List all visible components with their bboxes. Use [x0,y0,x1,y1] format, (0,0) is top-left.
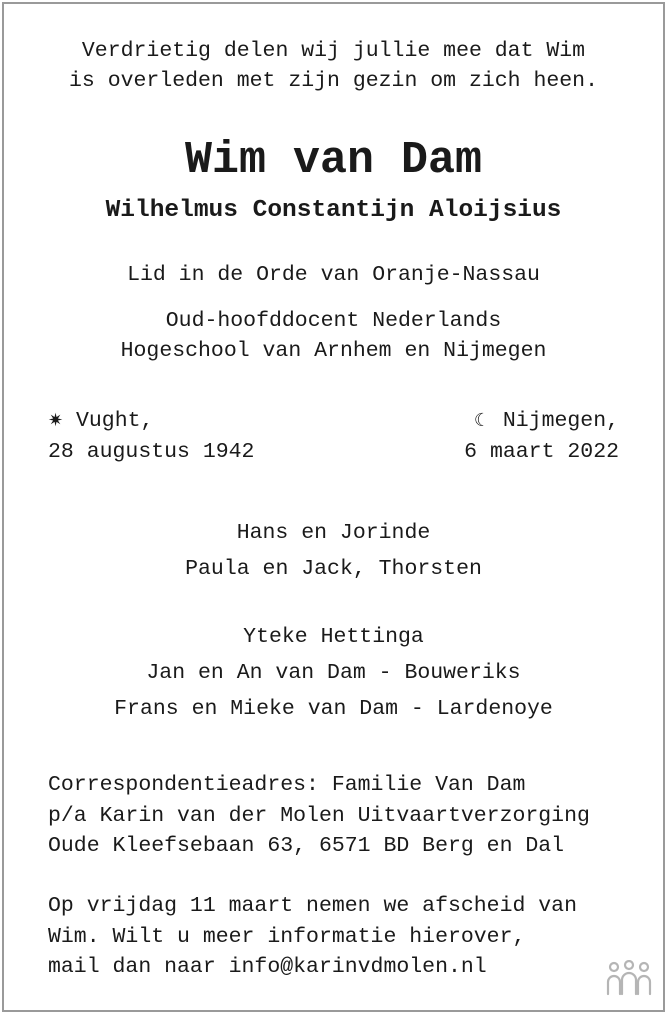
obituary-card [2,2,665,1012]
intro-line-1: Verdrietig delen wij jullie mee dat Wim [81,39,586,63]
farewell-line-1: Op vrijdag 11 maart nemen we afscheid van [48,894,577,918]
correspondence-line-2: p/a Karin van der Molen Uitvaartverzorging [48,803,590,828]
family-children-1: Hans en Jorinde [236,521,431,545]
role-line-2: Hogeschool van Arnhem en Nijmegen [120,339,547,363]
honor-title: Lid in de Orde van Oranje-Nassau [127,263,540,287]
birth-place: Vught, [76,409,154,433]
family-relative-3: Frans en Mieke van Dam - Lardenoye [114,697,553,721]
farewell-notice [48,891,577,983]
correspondence-line-1: Correspondentieadres: Familie Van Dam [48,773,526,797]
farewell-line-2: Wim. Wilt u meer informatie hierover, [48,924,526,949]
death-place: Nijmegen, [502,409,619,433]
intro-line-2: is overleden met zijn gezin om zich heen. [69,69,598,93]
deceased-name: Wim van Dam [184,135,483,186]
birth-star-icon: ✷ [48,410,64,431]
family-children-2: Paula en Jack, Thorsten [185,557,482,581]
birth-date: 28 augustus 1942 [48,440,255,464]
family-group-icon [605,960,653,998]
family-relative-1: Yteke Hettinga [243,625,424,649]
family-relative-2: Jan en An van Dam - Bouweriks [146,661,521,685]
death-moon-icon: ☾ [473,410,490,431]
role-line-1: Oud-hoofddocent Nederlands [165,309,502,333]
birth-place-row [48,406,153,436]
death-date: 6 maart 2022 [464,440,619,464]
correspondence-line-3: Oude Kleefsebaan 63, 6571 BD Berg en Dal [48,834,565,858]
correspondence-address [48,770,590,862]
deceased-full-name: Wilhelmus Constantijn Aloijsius [105,197,562,224]
farewell-line-3: mail dan naar info@karinvdmolen.nl [48,955,487,979]
death-place-row [474,406,619,436]
